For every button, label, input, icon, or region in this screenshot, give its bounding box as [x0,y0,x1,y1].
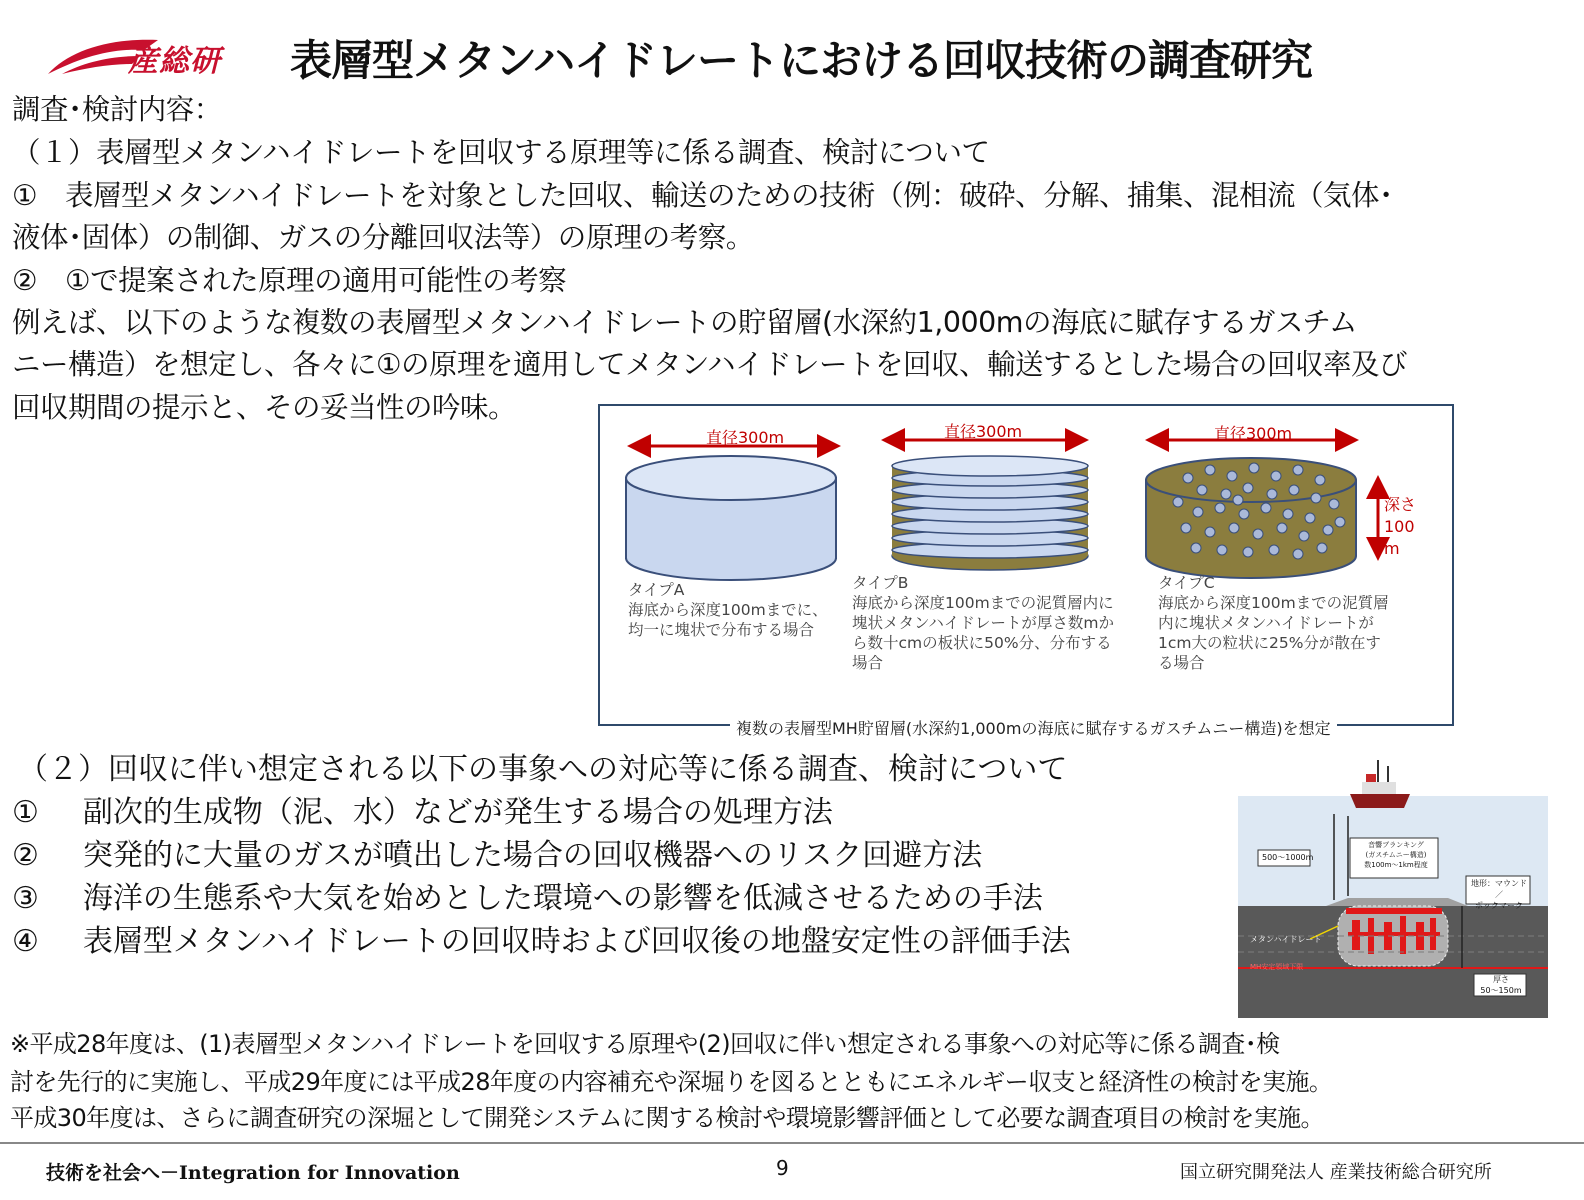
page-number: 9 [776,1156,789,1180]
body-line: （１）表層型メタンハイドレートを回収する原理等に係る調査、検討について [12,136,990,169]
type-a-label: タイプA 海底から深度100mまでに、 均一に塊状で分布する場合 [628,581,828,639]
logo-text: 産総研 [128,44,221,79]
blanking-label: 音響ブランキング (ガスチムニー構造) 数100m～1km程度 [1364,841,1428,869]
type-b-layered-cylinder [884,440,1088,570]
type-c-label: タイプC 海底から深度100mまでの泥質層 内に塊状メタンハイドレートが 1cm大の粒状に25%分が散在す る場合 [1158,574,1389,672]
bsr-label: MH安定領域下限 [1250,963,1304,971]
footer-organization: 国立研究開発法人 産業技術総合研究所 [1180,1162,1492,1183]
section2-item-3: ③ 海洋の生態系や大気を始めとした環境への影響を低減させるための手法 [12,881,1043,916]
body-line: 回収期間の提示と、その妥当性の吟味。 [12,391,517,424]
body-line: ① 表層型メタンハイドレートを対象とした回収、輸送のための技術（例：破砕、分解、捕集、混相流（気体･ [12,179,1393,212]
diameter-label-a: 直径300m [706,428,785,447]
diameter-label-c: 直径300m [1214,424,1293,443]
note-line: 平成30年度は、さらに調査研究の深堀として開発システムに関する検討や環境影響評価として必要な調査項目の検討を実施。 [10,1104,1324,1132]
body-line: 例えば、以下のような複数の表層型メタンハイドレートの貯留層(水深約1,000mの海底に賦存するガスチム [12,306,1357,339]
type-a-cylinder [626,446,838,580]
type-b-label: タイプB 海底から深度100mまでの泥質層内に 塊状メタンハイドレートが厚さ数mか ら数十cmの板状に50%分、分布する 場合 [852,574,1115,672]
depth-label: 深さ 100 m [1384,495,1417,558]
mound-label: 地形：マウンド／ ポックマーク [1471,879,1527,910]
figure-caption: 複数の表層型MH貯留層(水深約1,000mの海底に賦存するガスチムニー構造)を想定 [730,716,1337,739]
section2-item-1: ① 副次的生成物（泥、水）などが発生する場合の処理方法 [12,795,833,830]
body-line: ② ①で提案された原理の適用可能性の考察 [12,264,567,297]
mh-label: メタンハイドレート [1250,935,1322,944]
section2-item-4: ④ 表層型メタンハイドレートの回収時および回収後の地盤安定性の評価手法 [12,924,1071,959]
section2-heading: （２）回収に伴い想定される以下の事象への対応等に係る調査、検討について [18,752,1068,787]
note-line: 討を先行的に実施し、平成29年度には平成28年度の内容補充や深堀りを図るとともにエネルギー収支と経済性の検討を実施。 [10,1068,1333,1096]
body-line: 調査･検討内容： [12,93,222,126]
note-line: ※平成28年度は、(1)表層型メタンハイドレートを回収する原理や(2)回収に伴い想定される事象への対応等に係る調査･検 [10,1030,1280,1058]
section2-item-2: ② 突発的に大量のガスが噴出した場合の回収機器へのリスク回避方法 [12,838,983,873]
footer-divider [0,1142,1584,1144]
footer-tagline: 技術を社会へ－Integration for Innovation [46,1162,460,1184]
page-title: 表層型メタンハイドレートにおける回収技術の調査研究 [290,36,1313,85]
water-depth-label: 500～1000m [1262,853,1314,862]
diameter-label-b: 直径300m [944,422,1023,441]
thickness-label: 厚さ 50～150m [1480,975,1522,995]
body-line: 液体･固体）の制御、ガスの分離回収法等）の原理の考察。 [12,221,754,254]
body-line: ニー構造）を想定し、各々に①の原理を適用してメタンハイドレートを回収、輸送するとした場合の回収率及び [12,348,1408,381]
type-c-particle-cylinder [1146,440,1378,578]
